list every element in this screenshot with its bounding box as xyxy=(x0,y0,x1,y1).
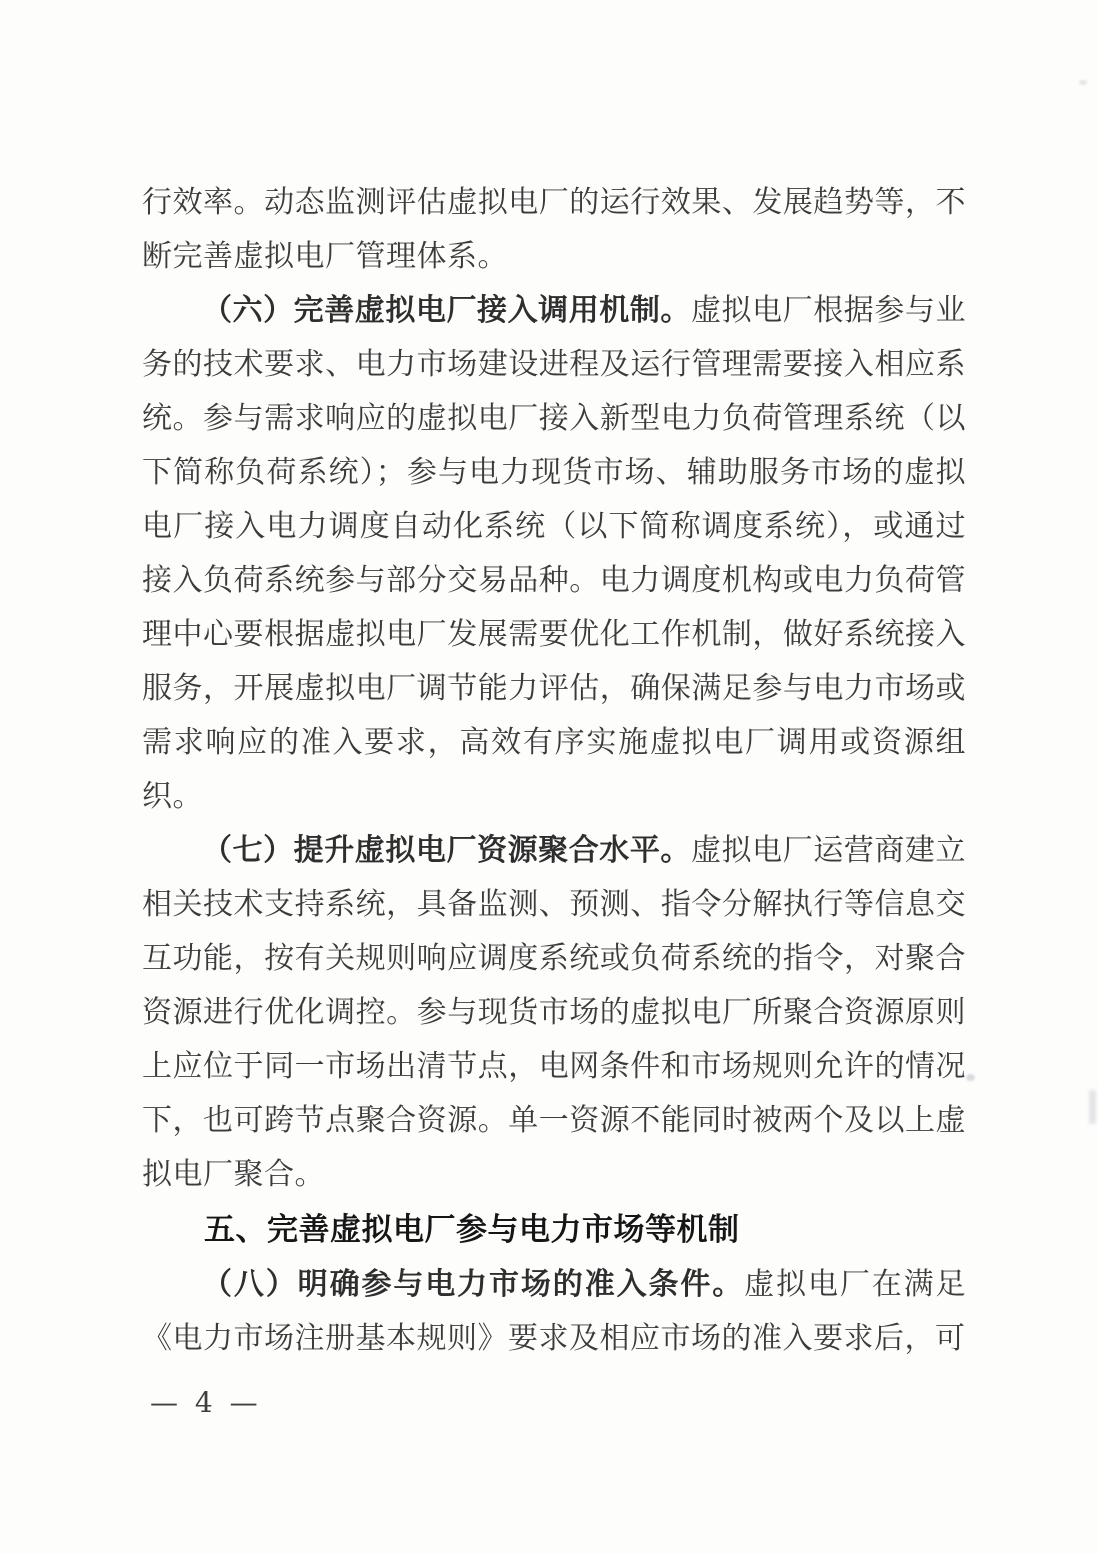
document-body xyxy=(142,176,966,1366)
section-heading: 五、完善虚拟电厂参与电力市场等机制 xyxy=(204,1212,740,1248)
paragraph-lead-bold: （七）提升虚拟电厂资源聚合水平。 xyxy=(202,833,691,868)
paragraph-text: 行效率。动态监测评估虚拟电厂的运行效果、发展趋势等，不断完善虚拟电厂管理体系。 xyxy=(142,185,966,274)
paragraph-continuation xyxy=(142,176,966,284)
paragraph-lead-bold: （八）明确参与电力市场的准入条件。 xyxy=(202,1267,745,1302)
paragraph-text: 虚拟电厂运营商建立相关技术支持系统，具备监测、预测、指令分解执行等信息交互功能，按有关规则响应调度系统或负荷系统的指令，对聚合资源进行优化调控。参与现货市场的虚拟电厂所聚合资源原则上应位于同一市场出清节点，电网条件和市场规则允许的情况下，也可跨节点聚合资源。单一资源不能同时被两个及以上虚拟电厂聚合。 xyxy=(142,833,966,1192)
paragraph-item-6 xyxy=(142,284,966,824)
paragraph-item-7 xyxy=(142,824,966,1202)
paragraph-text: 虚拟电厂在满足《电力市场注册基本规则》要求及相应市场的准入要求后，可 xyxy=(142,1267,967,1356)
scan-speck xyxy=(1079,80,1087,85)
scan-speck xyxy=(966,1074,975,1081)
scan-speck xyxy=(1089,1090,1096,1124)
paragraph-item-8 xyxy=(142,1258,966,1366)
paragraph-lead-bold: （六）完善虚拟电厂接入调用机制。 xyxy=(202,293,691,328)
paragraph-text: 虚拟电厂根据参与业务的技术要求、电力市场建设进程及运行管理需要接入相应系统。参与需求响应的虚拟电厂接入新型电力负荷管理系统（以下简称负荷系统）；参与电力现货市场、辅助服务市场的虚拟电厂接入电力调度自动化系统（以下简称调度系统），或通过接入负荷系统参与部分交易品种。电力调度机构或电力负荷管理中心要根据虚拟电厂发展需要优化工作机制，做好系统接入服务，开展虚拟电厂调节能力评估，确保满足参与电力市场或需求响应的准入要求，高效有序实施虚拟电厂调用或资源组织。 xyxy=(142,293,966,814)
page-number: — 4 — xyxy=(150,1386,262,1419)
